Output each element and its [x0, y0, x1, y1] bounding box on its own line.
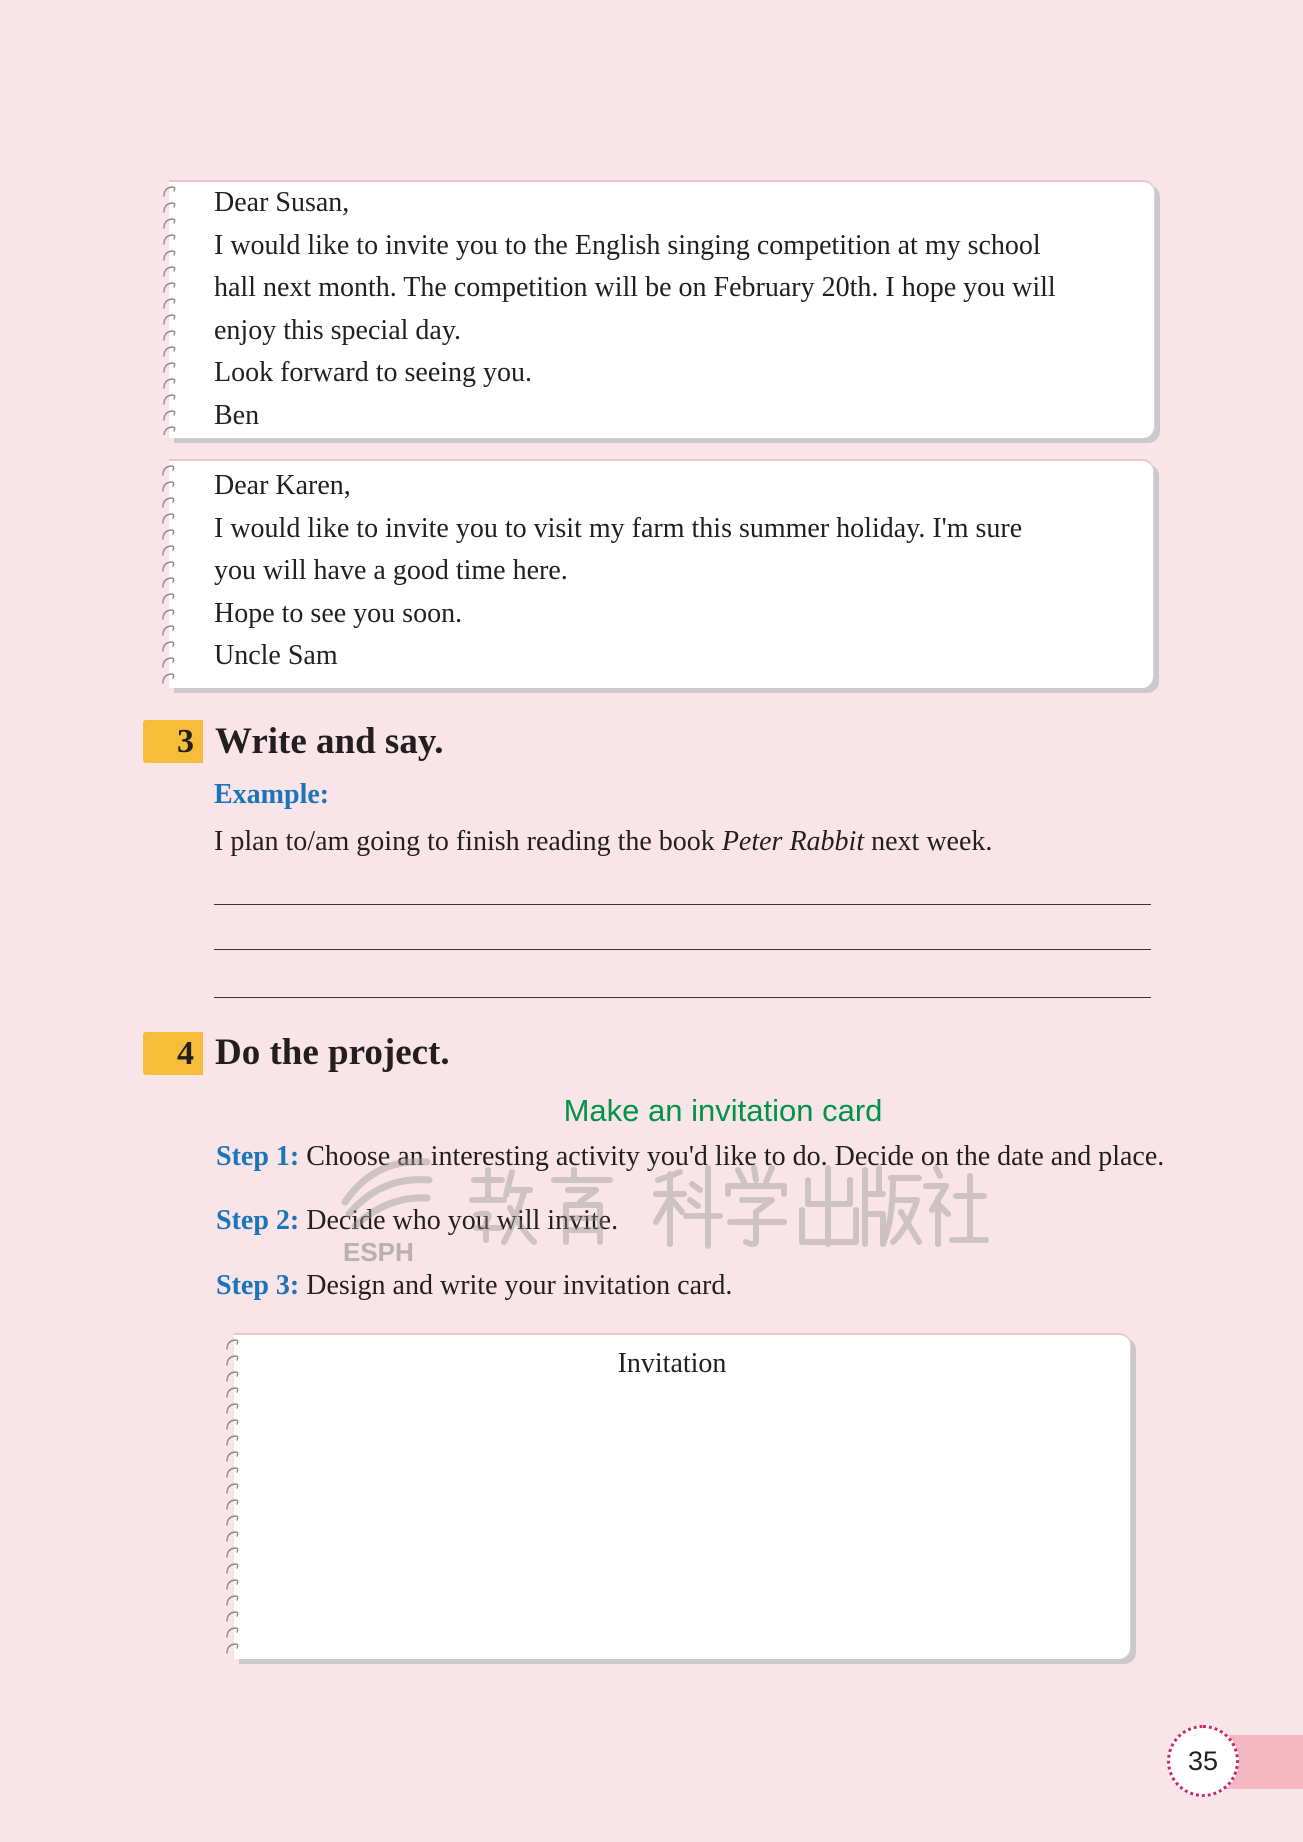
letter-body-line: enjoy this special day. [214, 314, 462, 346]
project-subtitle: Make an invitation card [563, 1093, 883, 1128]
activity-number-badge: 4 [143, 1032, 203, 1075]
answer-line [214, 997, 1151, 998]
logo-text: ESPH [343, 1237, 414, 1267]
project-step [216, 1137, 1164, 1177]
answer-line [214, 949, 1151, 950]
letter-body-line: I would like to invite you to visit my farm this summer holiday. I'm sure [214, 512, 1023, 544]
watermark-glyph [728, 1168, 784, 1244]
invitation-letter-card [169, 459, 1154, 688]
page-number: 35 [1167, 1725, 1239, 1797]
letter-text [214, 465, 1022, 678]
step-text: Decide who you will invite. [306, 1205, 619, 1236]
step-label: Step 3: [216, 1270, 300, 1301]
watermark-glyph [926, 1168, 986, 1244]
letter-closing: Look forward to seeing you. [214, 357, 533, 388]
example-text: next week. [864, 826, 993, 857]
letter-greeting: Dear Susan, [214, 187, 350, 218]
letter-signature: Ben [214, 399, 260, 431]
spiral-binding [160, 183, 182, 435]
invitation-letter-card [169, 180, 1155, 438]
letter-signature: Uncle Sam [214, 640, 338, 671]
example-text: I plan to/am going to finish reading the book [214, 826, 722, 857]
step-text: Design and write your invitation card. [306, 1270, 733, 1301]
letter-greeting: Dear Karen, [214, 470, 351, 501]
invitation-card-frame [234, 1333, 1131, 1659]
activity-number-badge: 3 [143, 720, 203, 763]
answer-line [214, 904, 1151, 905]
letter-text [214, 182, 1056, 437]
watermark-glyph [656, 1168, 720, 1246]
spiral-binding [223, 1336, 245, 1656]
watermark-glyph [865, 1168, 919, 1244]
activity-title: Write and say. [215, 721, 444, 762]
example-sentence [214, 822, 992, 862]
project-step [216, 1201, 618, 1241]
step-text: Choose an interesting activity you'd like to do. Decide on the date and place. [306, 1141, 1165, 1172]
letter-body-line: I would like to invite you to the English singing competition at my school [214, 229, 1041, 261]
invitation-card-heading: Invitation [617, 1348, 727, 1379]
step-label: Step 1: [216, 1141, 300, 1172]
letter-closing: Hope to see you soon. [214, 597, 463, 629]
spiral-binding [159, 462, 181, 684]
activity-title: Do the project. [215, 1032, 450, 1073]
book-title: Peter Rabbit [721, 826, 865, 857]
letter-body-line: hall next month. The competition will be on February 20th. I hope you will [214, 272, 1056, 303]
step-label: Step 2: [216, 1205, 300, 1236]
watermark-glyph [802, 1168, 856, 1244]
example-label: Example: [214, 779, 330, 810]
letter-body-line: you will have a good time here. [214, 555, 568, 586]
project-step [216, 1266, 732, 1306]
